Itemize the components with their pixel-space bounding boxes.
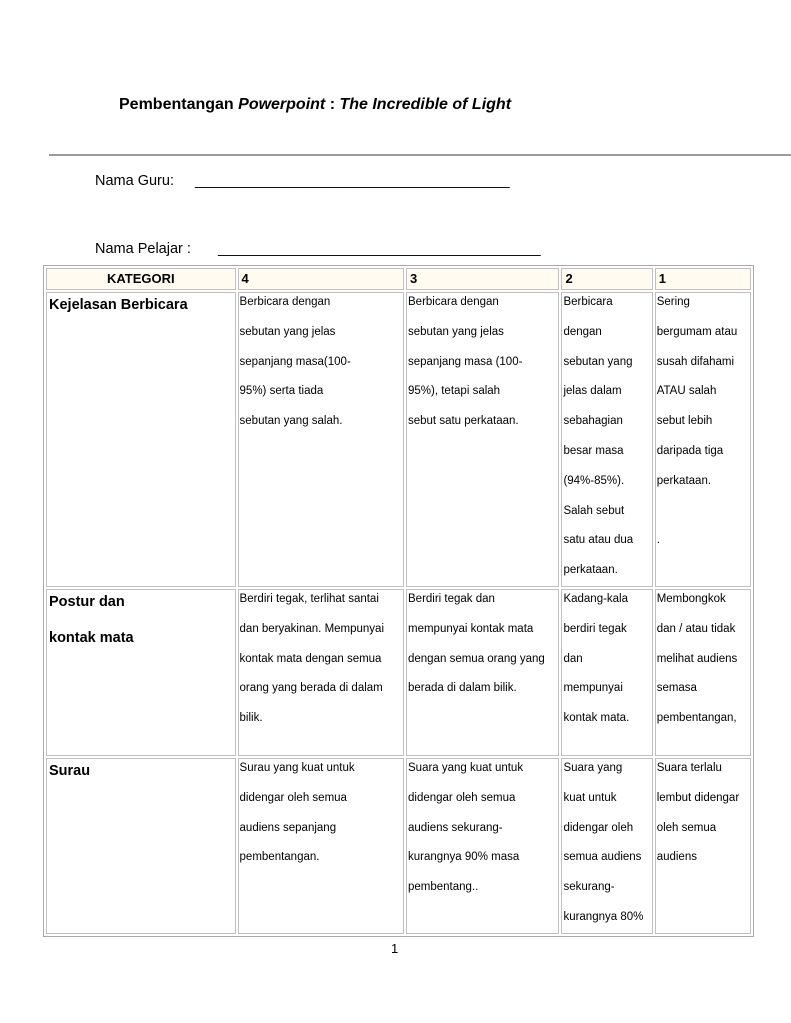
criteria-cell [406,292,559,587]
criteria-text: Berdiri tegak dan mempunyai kontak mata dengan semua orang yang berada di dalam bilik. [408,592,545,695]
document-title [119,96,511,114]
student-name-field [95,241,541,257]
criteria-cell [406,758,559,934]
title-text: Pembentangan [119,96,239,113]
table-row [46,758,751,934]
criteria-text: Berbicara dengan sebutan yang jelas dalam sebahagian besar masa (94%-85%). Salah sebut satu atau dua perkataan. [563,296,634,577]
header-score-1: 1 [655,268,751,290]
student-name-blank[interactable]: ________________________________________ [218,241,541,257]
header-kategori: KATEGORI [46,268,236,290]
header-score-3: 3 [406,268,559,290]
criteria-cell [561,292,652,587]
teacher-name-field [95,173,510,189]
criteria-text: Suara yang kuat untuk didengar oleh semua audiens sekurang- kurangnya 90% masa pembentang.. [408,761,524,894]
criteria-cell [238,292,404,587]
teacher-name-blank[interactable]: _______________________________________ [195,173,510,189]
teacher-name-label: Nama Guru: [95,173,174,189]
table-row [46,292,751,587]
page-number: 1 [391,941,399,956]
criteria-text: Suara terlalu lembut didengar oleh semua audiens [656,761,740,864]
criteria-cell [655,758,751,934]
category-label: Postur dan [49,593,125,610]
rubric-table [43,265,754,937]
category-cell [46,589,236,756]
title-text-italic: Powerpoint [238,96,326,113]
table-header-row [46,268,751,290]
title-separator: : [325,96,340,113]
student-name-label: Nama Pelajar : [95,241,191,257]
criteria-text: Berdiri tegak, terlihat santai dan beryakinan. Mempunyai kontak mata dengan semua orang yang berada di dalam bilik. [239,592,385,725]
criteria-cell [238,758,404,934]
table-row [46,589,751,756]
criteria-text: Suara yang kuat untuk didengar oleh semua audiens sekurang- kurangnya 80% [563,761,644,923]
criteria-text: Membongkok dan / atau tidak melihat audiens semasa pembentangan, [656,592,738,725]
criteria-text: Kadang-kala berdiri tegak dan mempunyai kontak mata. [563,592,630,725]
category-label: Surau [49,762,91,779]
category-cell [46,292,236,587]
category-label: Kejelasan Berbicara [49,297,188,313]
criteria-cell [238,589,404,756]
horizontal-rule [49,154,791,156]
criteria-cell [655,292,751,587]
criteria-cell [655,589,751,756]
criteria-text: Sering bergumam atau susah difahami ATAU salah sebut lebih daripada tiga perkataan. . [656,296,738,547]
criteria-cell [561,589,652,756]
category-label-line2: kontak mata [49,629,134,646]
criteria-text: Berbicara dengan sebutan yang jelas sepanjang masa (100- 95%), tetapi salah sebut satu perkataan. [408,296,523,428]
title-subtitle-italic: The Incredible of Light [339,96,512,113]
header-score-2: 2 [561,268,652,290]
category-cell [46,758,236,934]
criteria-cell [561,758,652,934]
criteria-text: Berbicara dengan sebutan yang jelas sepanjang masa(100- 95%) serta tiada sebutan yang salah. [239,296,351,428]
criteria-cell [406,589,559,756]
criteria-text: Surau yang kuat untuk didengar oleh semua audiens sepanjang pembentangan. [239,761,355,864]
header-score-4: 4 [238,268,404,290]
